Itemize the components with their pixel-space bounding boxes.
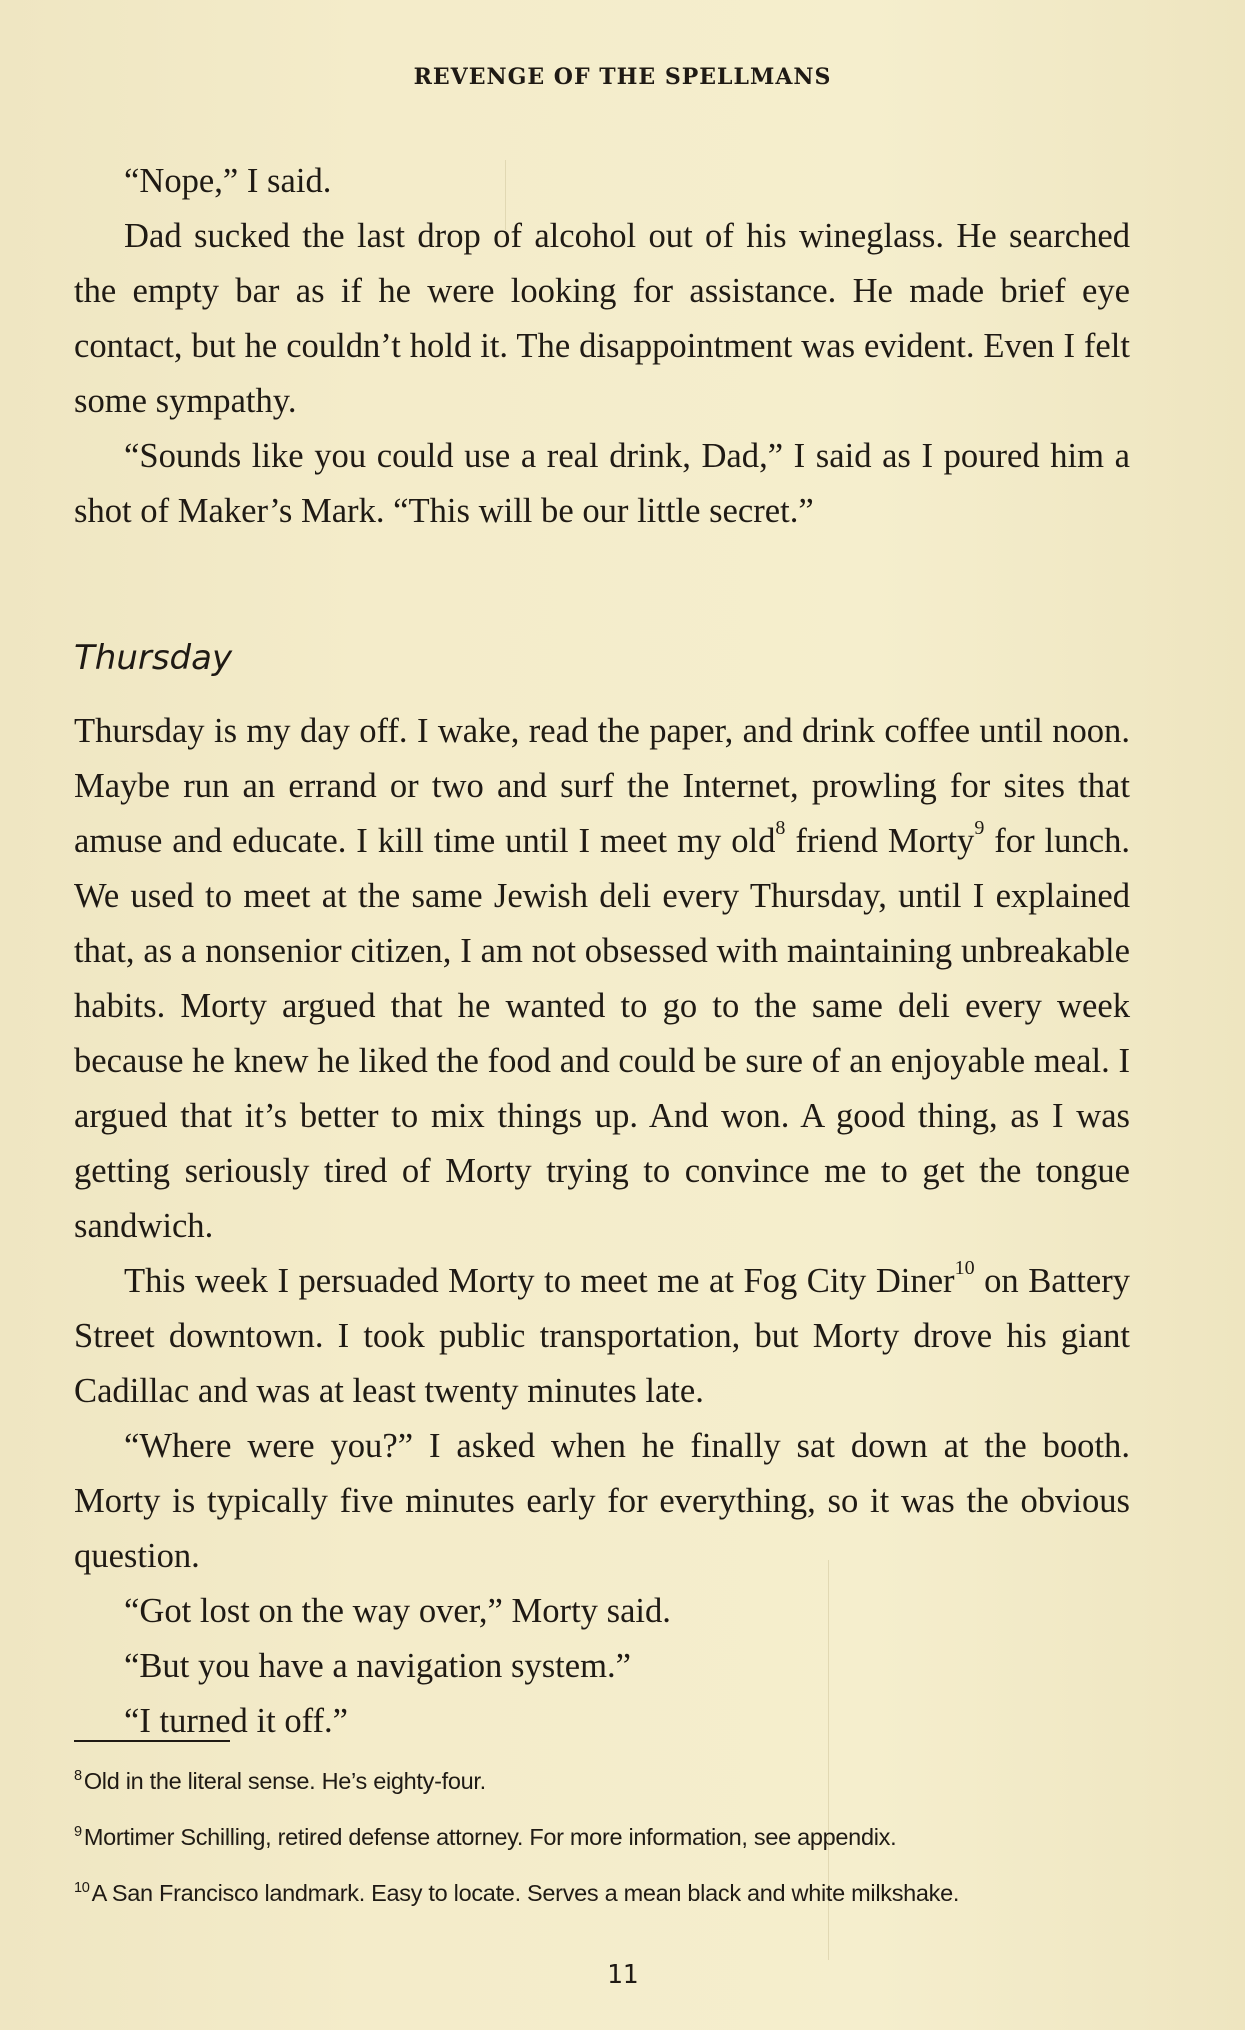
footnote-ref[interactable]: 9 bbox=[974, 816, 985, 839]
page-number: 11 bbox=[606, 1960, 639, 1990]
paragraph: “Nope,” I said. bbox=[124, 162, 332, 200]
footnote: $^9$Mortimer Schilling, retired defense attorney. For more information, see appendix. bbox=[74, 1823, 897, 1850]
paragraph: Dad sucked the last drop of alcohol out of his wineglass. He searched the empty bar as if he were looking for assistance. He made brief eye contact, but he couldn’t hold it. The disappointment was evident. Even I felt some sympathy. bbox=[74, 217, 1130, 420]
paragraph: “Where were you?” I asked when he finally sat down at the booth. Morty is typically five minutes early for everything, so it was the obvious question. bbox=[74, 1427, 1130, 1575]
text-block-1 bbox=[74, 154, 1130, 539]
paragraph: Thursday is my day off. I wake, read the paper, and drink coffee until noon. Maybe run an errand or two and surf the Internet, prowling for sites that amuse and educate. I kill time until I meet my old$^8$ friend Morty$^9$ for lunch. We used to meet at the same Jewish deli every Thursday, until I explained that, as a nonsenior citizen, I am not obsessed with maintaining unbreakable habits. Morty argued that he wanted to go to the same deli every week because he knew he liked the food and could be sure of an enjoyable meal. I argued that it’s better to mix things up. And won. A good thing, as I was getting seriously tired of Morty trying to convince me to get the tongue sandwich. bbox=[74, 712, 1131, 1245]
footnote-ref[interactable]: 10 bbox=[954, 1256, 975, 1279]
footnote-rule bbox=[74, 1740, 230, 1742]
text-block-2 bbox=[74, 704, 1130, 1749]
running-head: REVENGE OF THE SPELLMANS bbox=[413, 64, 832, 90]
section-heading bbox=[72, 633, 272, 683]
paragraph: “But you have a navigation system.” bbox=[124, 1647, 632, 1685]
footnote: $^{10}$A San Francisco landmark. Easy to locate. Serves a mean black and white milkshake. bbox=[74, 1879, 960, 1906]
footnote: $^8$Old in the literal sense. He’s eighty-four. bbox=[74, 1767, 486, 1794]
footnote-ref[interactable]: 8 bbox=[775, 816, 786, 839]
paragraph: “Sounds like you could use a real drink, Dad,” I said as I poured him a shot of Maker’s Mark. “This will be our little secret.” bbox=[74, 437, 1130, 530]
paragraph: This week I persuaded Morty to meet me at Fog City Diner$^{10}$ on Battery Street downtown. I took public transportation, but Morty drove his giant Cadillac and was at least twenty minutes late. bbox=[74, 1256, 1130, 1410]
footnotes bbox=[74, 1753, 1130, 1921]
paragraph: “Got lost on the way over,” Morty said. bbox=[124, 1592, 671, 1630]
paragraph: “I turned it off.” bbox=[124, 1702, 349, 1740]
section-heading-text: Thursday bbox=[74, 638, 233, 678]
